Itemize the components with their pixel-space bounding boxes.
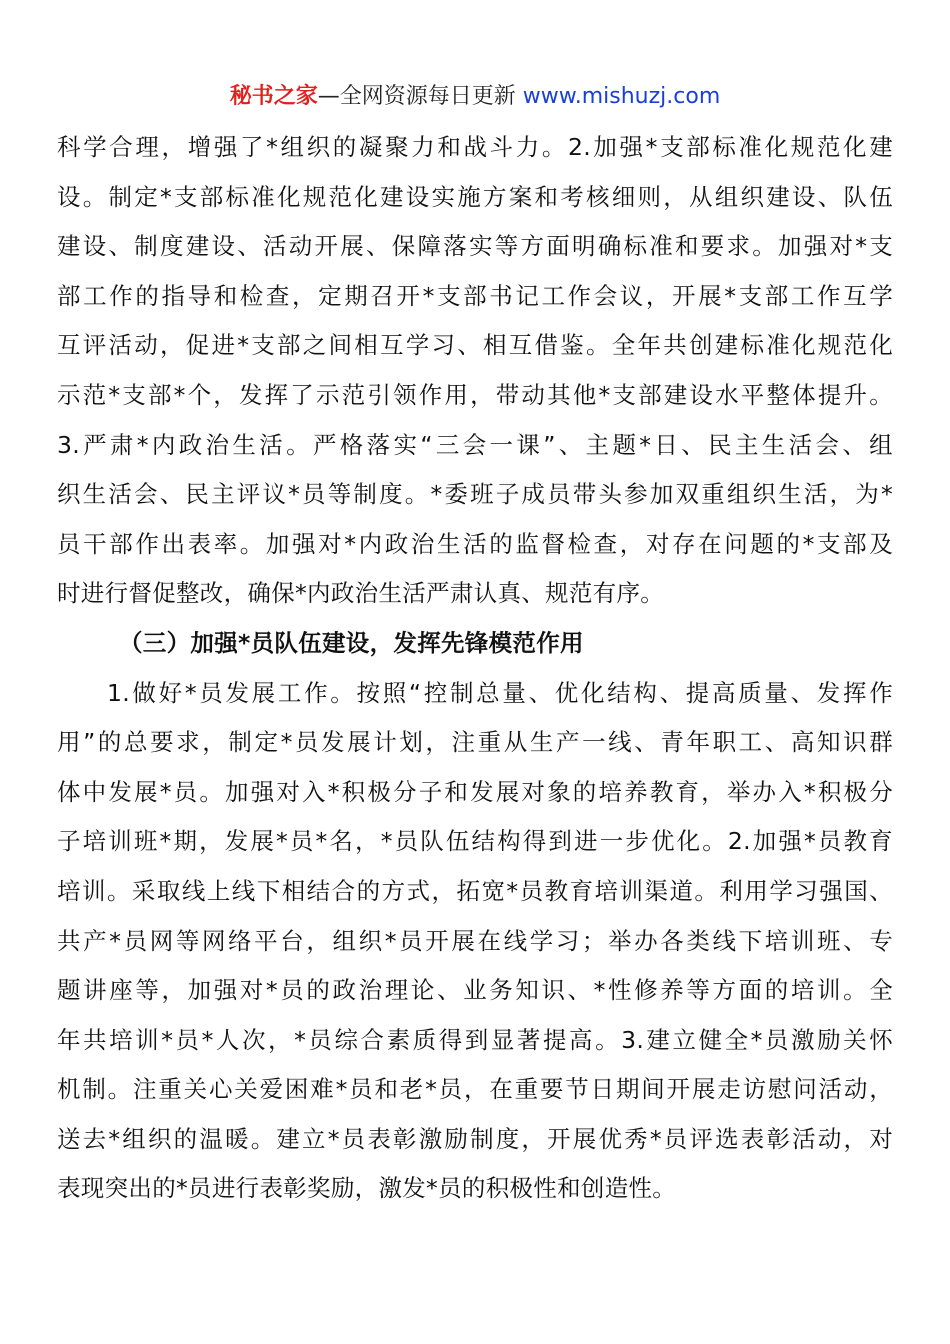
site-header <box>0 80 950 114</box>
document-body <box>57 123 893 1214</box>
text-line: 科学合理，增强了*组织的凝聚力和战斗力。2.加强*支部标准化规范化建 <box>57 133 893 161</box>
text-line: 设。制定*支部标准化规范化建设实施方案和考核细则，从组织建设、队伍 <box>57 182 893 211</box>
site-brand: 秘书之家 <box>229 84 318 109</box>
text-line: 子培训班*期，发展*员*名，*员队伍结构得到进一步优化。2.加强*员教育 <box>57 827 893 856</box>
text-line: 表现突出的*员进行表彰奖励，激发*员的积极性和创造性。 <box>57 1174 677 1203</box>
section-heading: （三）加强*员队伍建设，发挥先锋模范作用 <box>119 628 584 657</box>
text-line: 体中发展*员。加强对入*积极分子和发展对象的培养教育，举办入*积极分 <box>57 777 893 806</box>
text-line: 3.严肃*内政治生活。严格落实“三会一课”、主题*日、民主生活会、组 <box>57 430 893 459</box>
text-line: 机制。注重关心关爱困难*员和老*员，在重要节日期间开展走访慰问活动， <box>57 1075 893 1104</box>
text-line: 年共培训*员*人次，*员综合素质得到显著提高。3.建立健全*员激励关怀 <box>57 1025 893 1054</box>
text-line: 织生活会、民主评议*员等制度。*委班子成员带头参加双重组织生活，为* <box>57 480 893 509</box>
text-line: 1.做好*员发展工作。按照“控制总量、优化结构、提高质量、发挥作 <box>107 678 893 707</box>
text-line: 题讲座等，加强对*员的政治理论、业务知识、*性修养等方面的培训。全 <box>57 976 893 1005</box>
text-line: 时进行督促整改，确保*内政治生活严肃认真、规范有序。 <box>57 579 665 608</box>
site-url: www.mishuzj.com <box>522 84 721 109</box>
text-line: 部工作的指导和检查，定期召开*支部书记工作会议，开展*支部工作互学 <box>57 281 893 310</box>
text-line: 送去*组织的温暖。建立*员表彰激励制度，开展优秀*员评选表彰活动，对 <box>57 1124 893 1153</box>
text-line: 用”的总要求，制定*员发展计划，注重从生产一线、青年职工、高知识群 <box>57 728 893 757</box>
text-line: 共产*员网等网络平台，组织*员开展在线学习；举办各类线下培训班、专 <box>57 926 893 955</box>
text-line: 互评活动，促进*支部之间相互学习、相互借鉴。全年共创建标准化规范化 <box>57 331 893 360</box>
text-line: 员干部作出表率。加强对*内政治生活的监督检查，对存在问题的*支部及 <box>57 529 893 558</box>
text-line: 建设、制度建设、活动开展、保障落实等方面明确标准和要求。加强对*支 <box>57 232 893 261</box>
text-line: 示范*支部*个，发挥了示范引领作用，带动其他*支部建设水平整体提升。 <box>57 380 893 409</box>
text-line: 培训。采取线上线下相结合的方式，拓宽*员教育培训渠道。利用学习强国、 <box>57 876 893 905</box>
site-tagline: —全网资源每日更新 <box>317 84 516 109</box>
